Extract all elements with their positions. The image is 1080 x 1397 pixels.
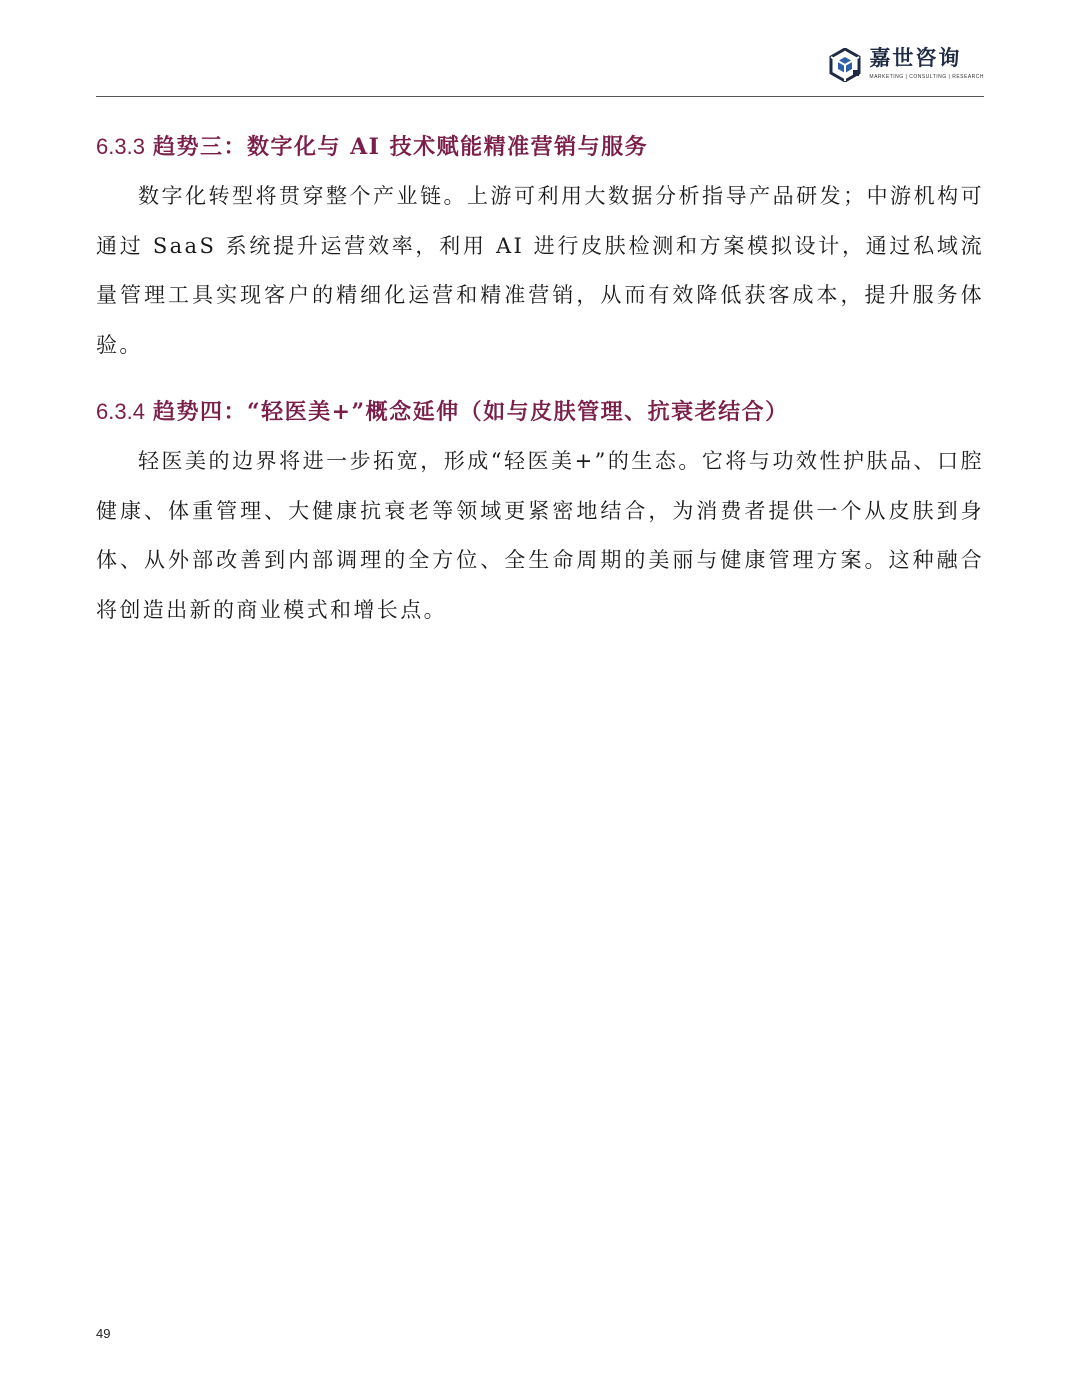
page-number: 49 <box>96 1326 111 1341</box>
section-number: 6.3.3 <box>96 134 145 159</box>
cube-logo-icon <box>829 48 861 82</box>
section-heading <box>96 122 984 172</box>
page-content <box>96 122 984 635</box>
logo-tagline: MARKETING | CONSULTING | RESEARCH <box>869 74 984 80</box>
section-body: 轻医美的边界将进一步拓宽，形成“轻医美+”的生态。它将与功效性护肤品、口腔健康、体重管理、大健康抗衰老等领域更紧密地结合，为消费者提供一个从皮肤到身体、从外部改善到内部调理的全方位、全生命周期的美丽与健康管理方案。这种融合将创造出新的商业模式和增长点。 <box>96 449 984 622</box>
page-header <box>96 0 984 97</box>
section-title: 趋势三：数字化与 AI 技术赋能精准营销与服务 <box>152 134 649 160</box>
logo-name: 嘉世咨询 <box>869 46 962 70</box>
section-body: 数字化转型将贯穿整个产业链。上游可利用大数据分析指导产品研发；中游机构可通过 SaaS 系统提升运营效率，利用 AI 进行皮肤检测和方案模拟设计，通过私域流量管理工具实现客户的精细化运营和精准营销，从而有效降低获客成本，提升服务体验。 <box>96 184 984 357</box>
section-trend-three <box>96 122 984 370</box>
company-logo <box>829 46 984 90</box>
section-heading <box>96 387 984 437</box>
section-title: 趋势四：“轻医美+”概念延伸（如与皮肤管理、抗衰老结合） <box>152 399 789 425</box>
section-number: 6.3.4 <box>96 399 145 424</box>
section-trend-four <box>96 387 984 635</box>
